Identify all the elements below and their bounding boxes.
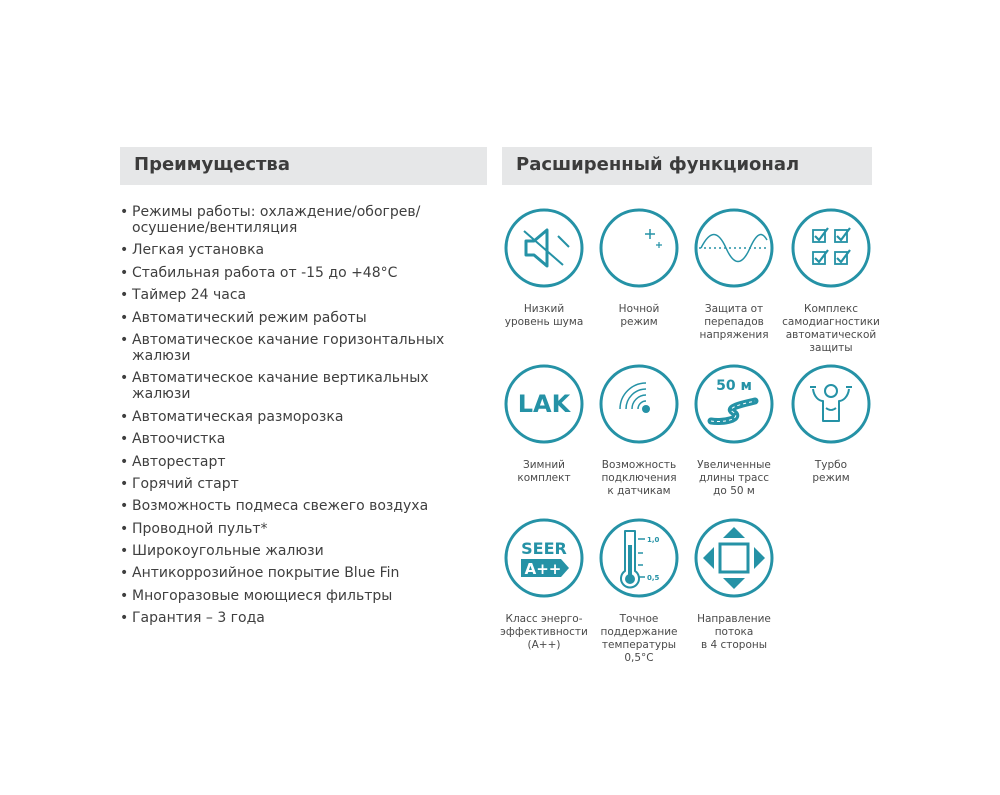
list-item: • Проводной пульт* <box>120 521 480 537</box>
list-item: • Режимы работы: охлаждение/обогрев/ осушение/вентиляция <box>120 204 480 236</box>
list-item: • Широкоугольные жалюзи <box>120 543 480 559</box>
airflow-4-way-icon <box>693 517 775 599</box>
list-item: • Легкая установка <box>120 242 480 258</box>
thermo-top-text: 1,0 <box>647 536 660 544</box>
feature-thermometer <box>584 517 694 665</box>
list-item: • Автоматическая разморозка <box>120 409 480 425</box>
functionality-title: Расширенный функционал <box>516 154 800 175</box>
feature-label: Защита от перепадов напряжения <box>699 303 769 341</box>
long-pipe-icon-text: 50 м <box>716 378 752 394</box>
feature-low-noise <box>489 207 599 329</box>
class-text: A++ <box>524 560 562 578</box>
feature-night-mode <box>584 207 694 329</box>
feature-label: Низкий уровень шума <box>504 303 584 328</box>
energy-class-icon <box>503 517 585 599</box>
advantages-title: Преимущества <box>134 154 290 175</box>
list-item: • Возможность подмеса свежего воздуха <box>120 498 480 514</box>
feature-label: Увеличенные длины трасс до 50 м <box>697 459 771 497</box>
feature-label: Направление потока в 4 стороны <box>697 613 771 651</box>
list-item: • Автоматическое качание вертикальных жалюзи <box>120 370 480 402</box>
thermo-bottom-text: 0,5 <box>647 574 660 582</box>
list-item: • Автоматическое качание горизонтальных жалюзи <box>120 332 480 364</box>
functionality-header <box>502 147 872 185</box>
feature-sensor-connection <box>584 363 694 498</box>
turbo-mode-icon <box>790 363 872 445</box>
list-item: • Авторестарт <box>120 454 480 470</box>
feature-label: Точное поддержание температуры 0,5°С <box>600 613 678 664</box>
list-item: • Автоочистка <box>120 431 480 447</box>
feature-long-pipe <box>679 363 789 498</box>
feature-label: Комплекс самодиагностики автоматической защиты <box>782 303 880 354</box>
low-noise-icon <box>503 207 585 289</box>
voltage-protection-icon <box>693 207 775 289</box>
list-item: • Автоматический режим работы <box>120 310 480 326</box>
feature-label: Возможность подключения к датчикам <box>601 459 677 497</box>
feature-winter-kit <box>489 363 599 485</box>
advantages-header <box>120 147 487 185</box>
list-item: • Многоразовые моющиеся фильтры <box>120 588 480 604</box>
feature-label: Зимний комплект <box>517 459 571 484</box>
feature-turbo-mode <box>776 363 886 485</box>
feature-label: Турбо режим <box>812 459 850 484</box>
list-item: • Антикоррозийное покрытие Blue Fin <box>120 565 480 581</box>
sensor-connection-icon <box>598 363 680 445</box>
feature-airflow-4-way <box>679 517 789 652</box>
feature-self-diagnostics <box>776 207 886 355</box>
self-diagnostics-icon <box>790 207 872 289</box>
seer-text: SEER <box>521 539 567 558</box>
feature-label: Ночной режим <box>618 303 660 328</box>
list-item: • Таймер 24 часа <box>120 287 480 303</box>
feature-label: Класс энерго- эффективности (А++) <box>500 613 588 651</box>
feature-voltage-protection <box>679 207 789 342</box>
winter-kit-icon <box>503 363 585 445</box>
night-mode-icon <box>598 207 680 289</box>
long-pipe-icon <box>693 363 775 445</box>
feature-energy-class <box>489 517 599 652</box>
advantages-list <box>120 204 480 633</box>
list-item: • Горячий старт <box>120 476 480 492</box>
list-item: • Стабильная работа от -15 до +48°С <box>120 265 480 281</box>
winter-kit-icon-text: LAK <box>517 390 571 418</box>
thermometer-icon <box>598 517 680 599</box>
list-item: • Гарантия – 3 года <box>120 610 480 626</box>
